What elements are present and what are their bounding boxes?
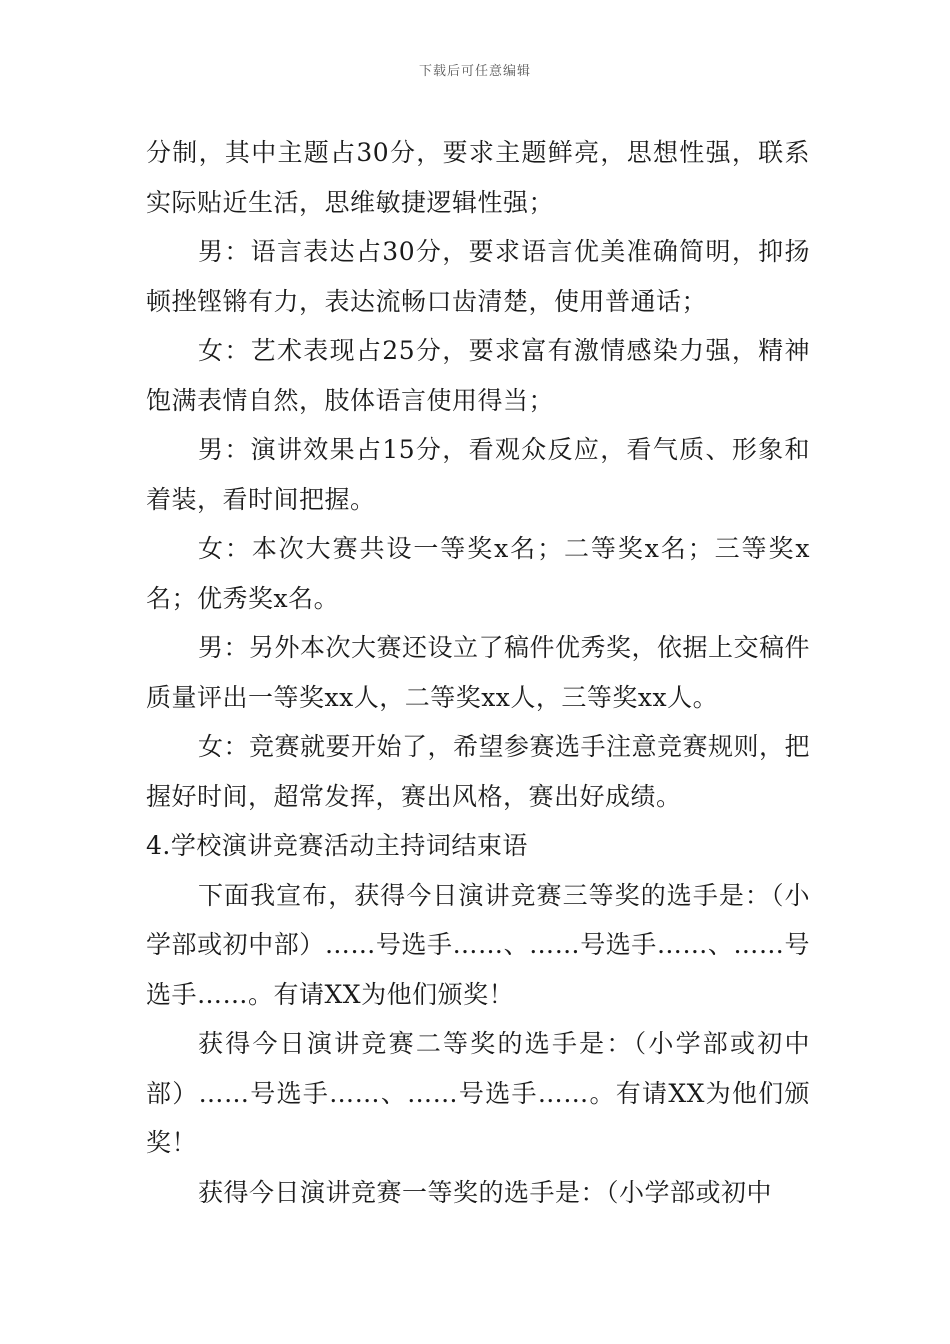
paragraph-first-prize: 获得今日演讲竞赛一等奖的选手是：（小学部或初中 — [198, 1177, 773, 1207]
paragraph-awards: 女：本次大赛共设一等奖x名；二等奖x名；三等奖x名；优秀奖x名。 — [146, 534, 810, 613]
paragraph-third-prize: 下面我宣布，获得今日演讲竞赛三等奖的选手是：（小学部或初中部）……号选手……、……号选手……、……号选手……。有请XX为他们颁奖！ — [146, 880, 810, 1009]
page-header-note: 下载后可任意编辑 — [418, 64, 531, 79]
paragraph-language: 男：语言表达占30分，要求语言优美准确简明，抑扬顿挫铿锵有力，表达流畅口齿清楚，使用普通话； — [146, 237, 810, 316]
paragraph-manuscript-awards: 男：另外本次大赛还设立了稿件优秀奖，依据上交稿件质量评出一等奖xx人，二等奖xx人，三等奖xx人。 — [146, 633, 811, 712]
document-body — [146, 128, 810, 1217]
paragraph-start: 女：竞赛就要开始了，希望参赛选手注意竞赛规则，把握好时间，超常发挥，赛出风格，赛出好成绩。 — [146, 732, 811, 811]
paragraph-effect: 男：演讲效果占15分，看观众反应，看气质、形象和着装，看时间把握。 — [146, 435, 810, 514]
paragraph-second-prize: 获得今日演讲竞赛二等奖的选手是：（小学部或初中部）……号选手……、……号选手……。有请XX为他们颁奖！ — [146, 1029, 810, 1157]
section-heading: 4.学校演讲竞赛活动主持词结束语 — [146, 831, 528, 860]
paragraph-scoring-theme: 分制，其中主题占30分，要求主题鲜亮，思想性强，联系实际贴近生活，思维敏捷逻辑性强； — [146, 138, 810, 217]
paragraph-art: 女：艺术表现占25分，要求富有激情感染力强，精神饱满表情自然，肢体语言使用得当； — [146, 336, 810, 415]
